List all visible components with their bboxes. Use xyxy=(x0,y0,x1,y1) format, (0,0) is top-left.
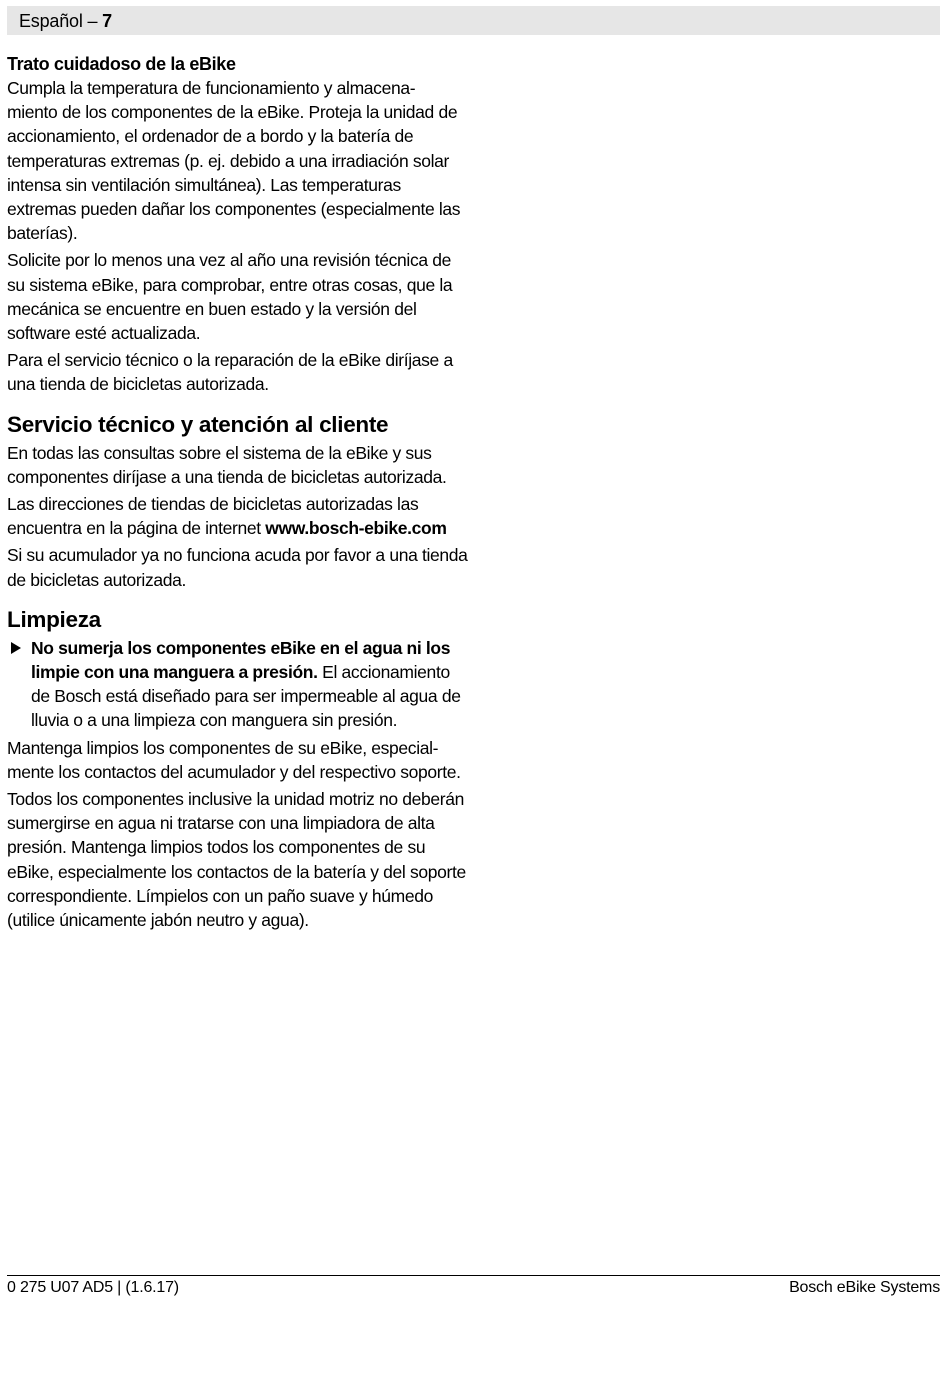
website-link[interactable]: www.bosch-ebike.com xyxy=(265,518,447,539)
care-title: Trato cuidadoso de la eBike xyxy=(7,54,236,74)
service-paragraph-2-text: Las direcciones de tiendas de bicicletas autorizadas las encuentra en la página de internet xyxy=(7,494,419,539)
footer-divider xyxy=(7,1275,940,1276)
header-separator: – xyxy=(82,11,103,31)
cleaning-paragraph-1: Mantenga limpios los componentes de su eBike, especial- mente los contactos del acumulador y del respectivo soporte. xyxy=(7,737,461,782)
main-column xyxy=(7,52,469,935)
care-paragraph-2: Solicite por lo menos una vez al año una revisión técnica de su sistema eBike, para comprobar, entre otras cosas, que la mecánica se encuentre en buen estado y la versión del software esté actualizada. xyxy=(7,250,453,344)
care-paragraph-1: Cumpla la temperatura de funcionamiento y almacena- miento de los componentes de la eBike. Proteja la unidad de accionamiento, el ordenador de a bordo y la batería de temperaturas extremas (p. ej. debido a una irradiación solar intensa sin ventilación simultánea). Las temperaturas extremas pueden dañar los componentes (especialmente las baterías). xyxy=(7,78,461,244)
page-number: 7 xyxy=(102,11,112,31)
service-paragraph-2 xyxy=(7,492,469,540)
triangle-bullet-icon xyxy=(11,642,21,654)
cleaning-warning-item xyxy=(7,636,469,733)
service-paragraph-3: Si su acumulador ya no funciona acuda por favor a una tienda de bicicletas autorizada. xyxy=(7,545,468,590)
footer-doc-id: 0 275 U07 AD5 | (1.6.17) xyxy=(7,1279,179,1296)
footer-brand: Bosch eBike Systems xyxy=(789,1279,940,1296)
header-label xyxy=(19,10,112,32)
cleaning-paragraph-2: Todos los componentes inclusive la unidad motriz no deberán sumergirse en agua ni tratarse con una limpiadora de alta presión. Mantenga limpios todos los componentes de su eBike, especialmente los contactos de la batería y del soporte correspondiente. Límpielos con un paño suave y húmedo (utilice únicamente jabón neutro y agua). xyxy=(7,789,466,931)
service-heading: Servicio técnico y atención al cliente xyxy=(7,411,389,437)
header-language: Español xyxy=(19,11,83,31)
cleaning-heading: Limpieza xyxy=(7,606,101,632)
cleaning-warning-text: El accionamiento de Bosch está diseñado para ser impermeable al agua de lluvia o a una limpieza con manguera sin presión. xyxy=(31,662,461,731)
service-paragraph-1: En todas las consultas sobre el sistema de la eBike y sus componentes diríjase a una tienda de bicicletas autorizada. xyxy=(7,442,447,487)
page-header xyxy=(7,6,940,35)
care-paragraph-3: Para el servicio técnico o la reparación de la eBike diríjase a una tienda de bicicletas autorizada. xyxy=(7,350,453,395)
cleaning-warning-bold: No sumerja los componentes eBike en el agua ni los limpie con una manguera a presión. xyxy=(31,637,451,683)
